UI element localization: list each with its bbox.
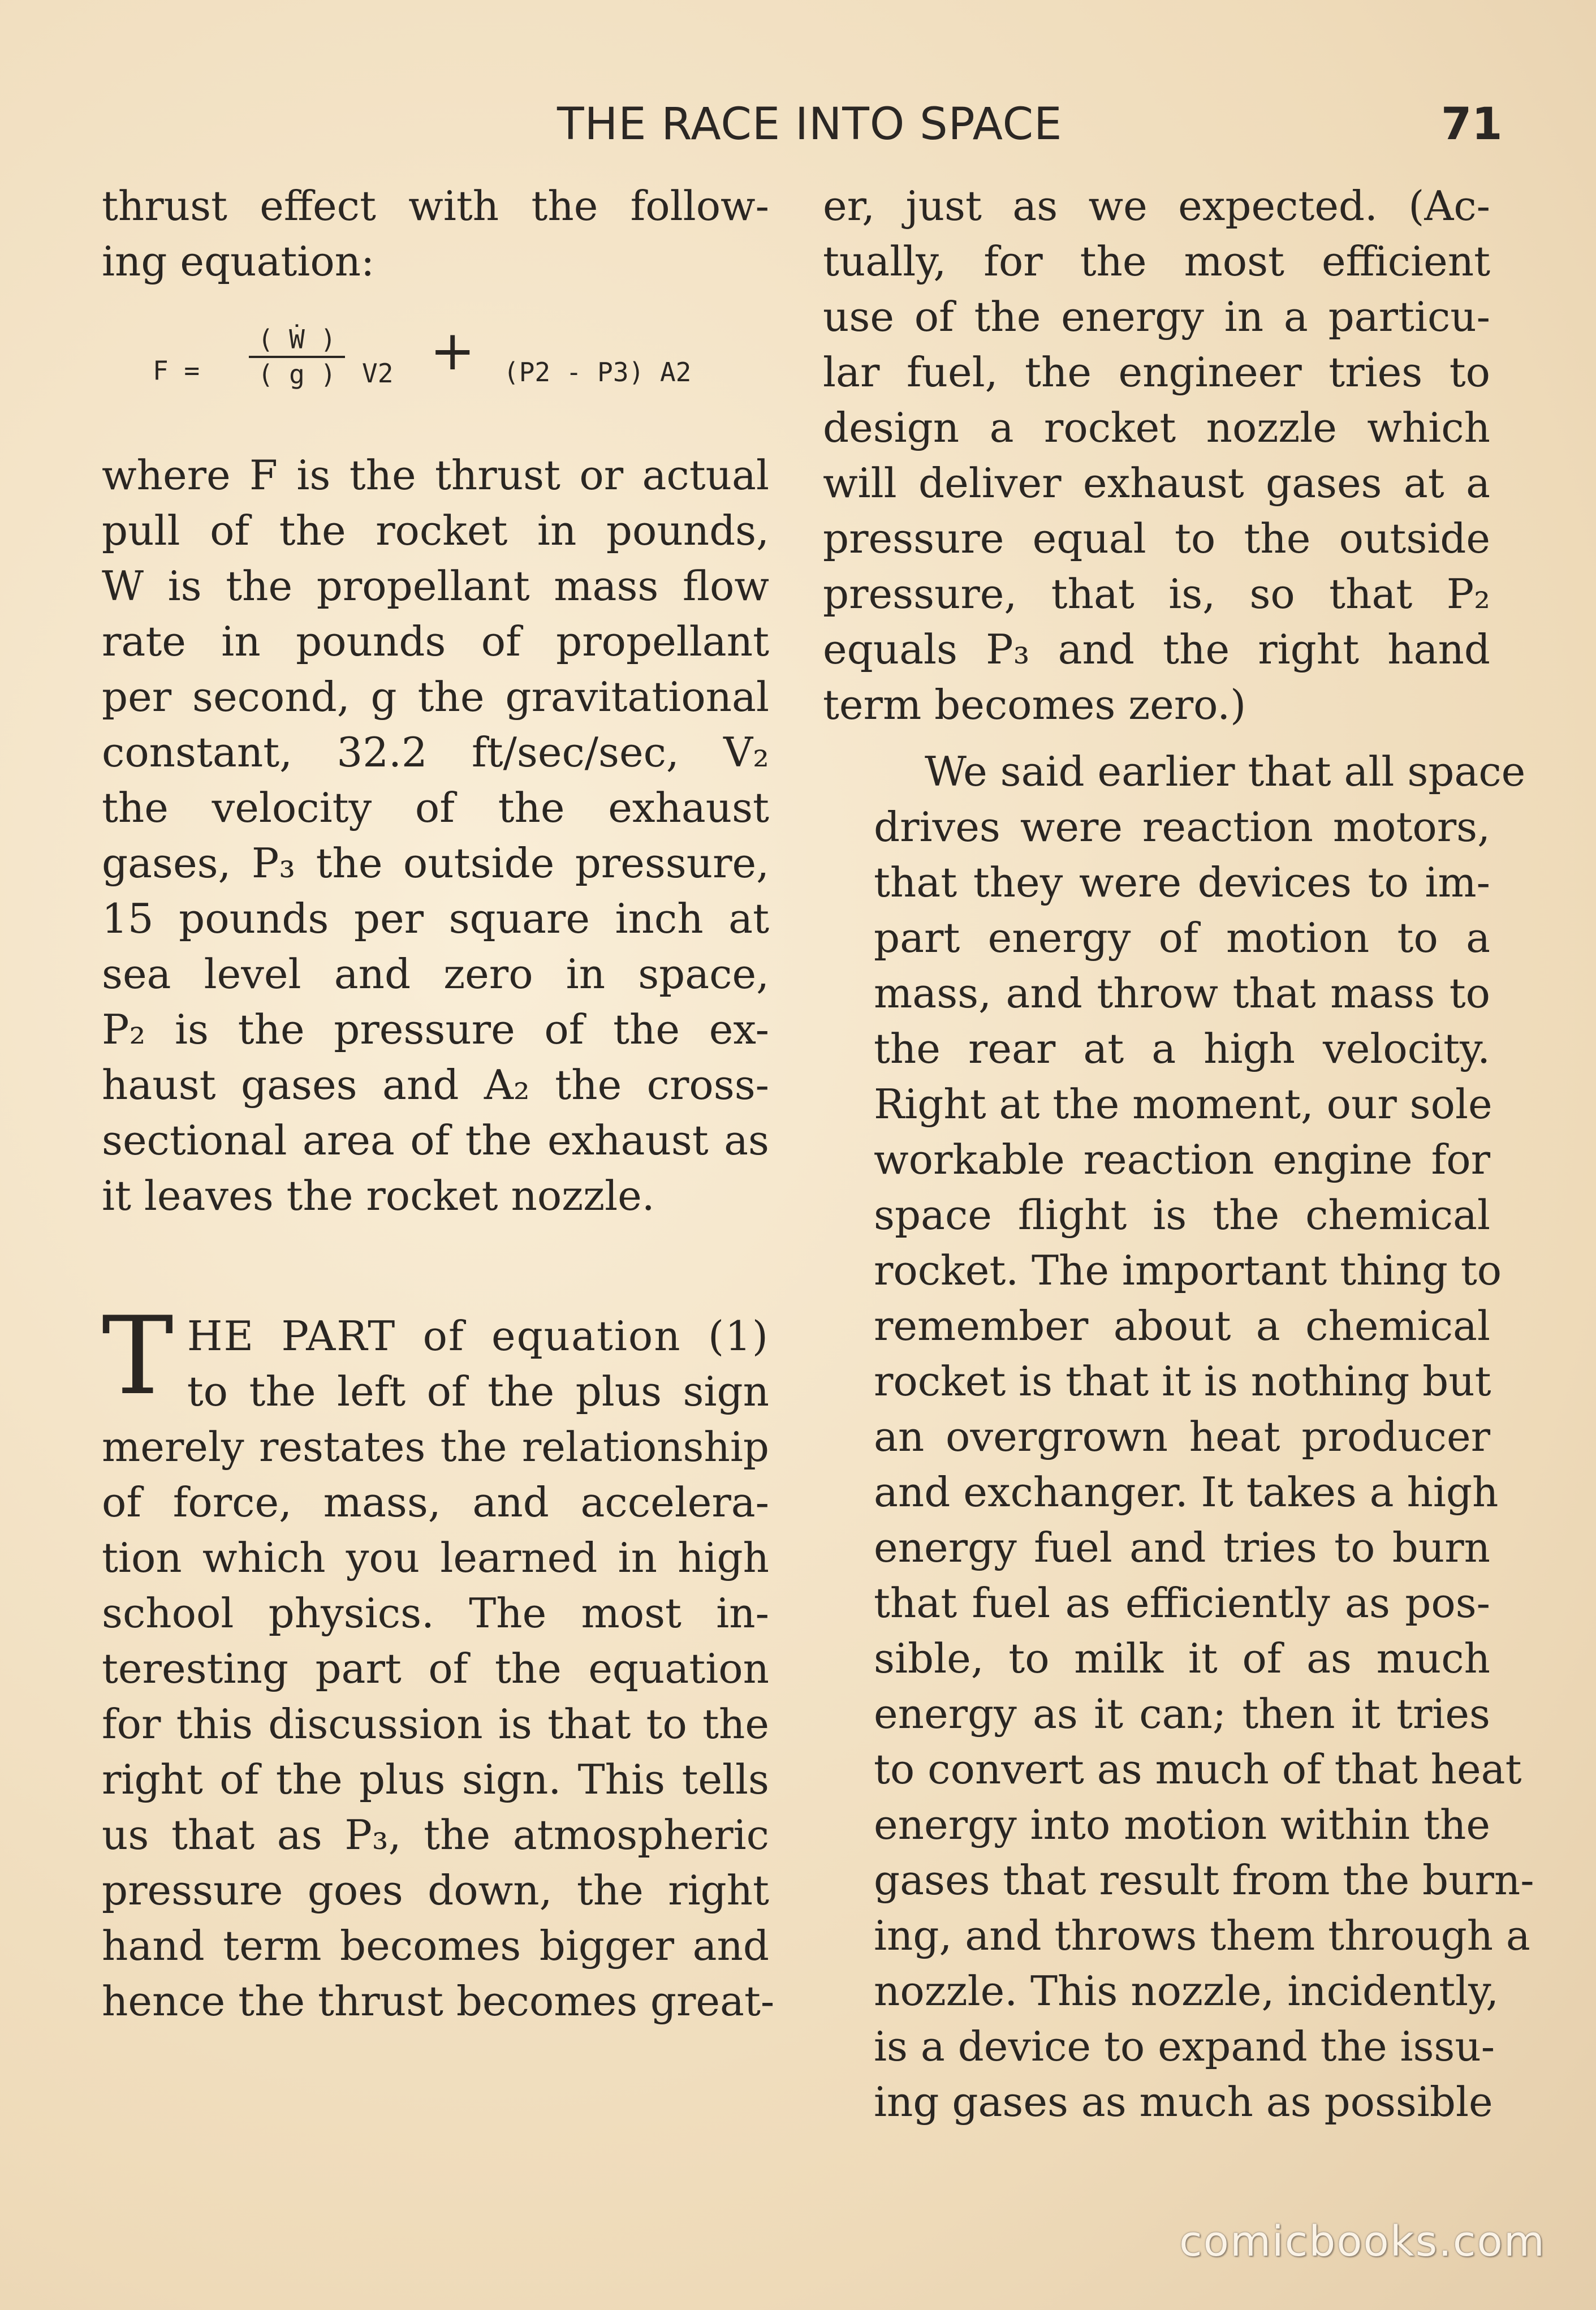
text-line: an overgrown heat producer [874,1413,1490,1460]
text-line: use of the energy in a particu- [823,293,1490,341]
text-line: rocket is that it is nothing but [874,1357,1491,1405]
text-line: to convert as much of that heat [874,1746,1522,1793]
text-line: merely restates the relationship [102,1423,769,1471]
text-line: pressure equal to the outside [823,515,1490,562]
equation-pressure-term: (P2 - P3) A2 [503,357,692,387]
text-line: drives were reaction motors, [874,803,1490,851]
text-line: haust gases and A₂ the cross- [102,1061,769,1109]
text-line: the rear at a high velocity. [874,1025,1490,1072]
text-line: 15 pounds per square inch at [102,895,769,942]
text-line: HE PART of equation (1) [187,1312,769,1360]
text-line: school physics. The most in- [102,1589,769,1637]
text-line: pull of the rocket in pounds, [102,507,769,554]
paragraph-section-start [102,1294,775,2029]
thrust-equation [102,312,769,425]
text-line: We said earlier that all space [925,748,1526,795]
text-line: ing, and throws them through a [874,1912,1530,1959]
text-line: nozzle. This nozzle, incidently, [874,1967,1499,2015]
equation-lhs: F = [153,355,200,386]
text-line: Right at the moment, our sole [874,1080,1493,1128]
drop-cap: T [102,1294,174,1419]
text-line: part energy of motion to a [874,914,1490,962]
text-line: constant, 32.2 ft/sec/sec, V₂ [102,729,769,776]
left-column [102,178,775,2029]
text-line: where F is the thrust or actual [102,451,769,499]
text-line: and exchanger. It takes a high [874,1468,1499,1516]
text-line: remember about a chemical [874,1302,1490,1350]
text-line: energy fuel and tries to burn [874,1524,1490,1571]
equation-fraction [249,323,345,391]
text-line: rate in pounds of propellant [102,618,769,665]
text-line: lar fuel, the engineer tries to [823,348,1490,396]
text-line: mass, and throw that mass to [874,969,1490,1017]
text-line: ing gases as much as possible [874,2078,1493,2126]
equation-numerator: ( Ẇ ) [249,323,345,358]
text-line: space flight is the chemical [874,1191,1490,1239]
text-line: gases, P₃ the outside pressure, [102,839,769,887]
equation-v2: V2 [362,358,394,389]
text-line: hence the thrust becomes great- [102,1977,775,2025]
text-line: ing equation: [102,238,375,285]
equation-plus: + [430,319,476,382]
paragraph-definitions [102,447,769,1223]
page-number: 71 [1441,99,1503,150]
text-line: hand term becomes bigger and [102,1922,769,1969]
text-line: sectional area of the exhaust as [102,1117,769,1164]
text-line: pressure goes down, the right [102,1867,769,1914]
text-line: per second, g the gravitational [102,673,769,721]
text-line: rocket. The important thing to [874,1247,1502,1294]
text-line: us that as P₃, the atmospheric [102,1811,769,1859]
text-line: thrust effect with the follow- [102,182,769,230]
text-line: pressure, that is, so that P₂ [823,570,1490,618]
text-line: is a device to expand the issu- [874,2023,1495,2070]
text-line: tually, for the most efficient [823,238,1490,285]
text-line: design a rocket nozzle which [823,404,1490,451]
paragraph-intro [102,178,769,289]
equation-denominator: ( g ) [257,359,337,390]
text-line: of force, mass, and accelera- [102,1479,769,1526]
text-line: tion which you learned in high [102,1534,769,1581]
text-line: teresting part of the equation [102,1645,769,1692]
text-line: that they were devices to im- [874,859,1490,906]
text-line: energy as it can; then it tries [874,1690,1490,1738]
text-line: er, just as we expected. (Ac- [823,182,1490,230]
text-line: for this discussion is that to the [102,1700,769,1748]
text-line: P₂ is the pressure of the ex- [102,1006,769,1053]
page-header [0,99,1596,161]
text-line: equals P₃ and the right hand [823,626,1490,673]
text-line: it leaves the rocket nozzle. [102,1172,655,1219]
paragraph-reaction-motors [823,744,1534,2130]
text-line: workable reaction engine for [874,1136,1490,1183]
text-line: the velocity of the exhaust [102,784,769,831]
running-title: THE RACE INTO SPACE [557,99,1063,150]
right-column [823,178,1534,2130]
paragraph-continuation [823,178,1490,732]
text-line: sible, to milk it of as much [874,1635,1490,1682]
text-line: will deliver exhaust gases at a [823,459,1490,507]
text-line: energy into motion within the [874,1801,1490,1848]
text-line: W is the propellant mass flow [102,562,769,610]
text-line: gases that result from the burn- [874,1856,1534,1904]
text-line: to the left of the plus sign [187,1368,769,1415]
text-line: that fuel as efficiently as pos- [874,1579,1490,1627]
text-line: term becomes zero.) [823,681,1246,729]
text-line: right of the plus sign. This tells [102,1756,769,1803]
text-line: sea level and zero in space, [102,950,769,998]
site-watermark: comicbooks.com [1179,2217,1546,2266]
